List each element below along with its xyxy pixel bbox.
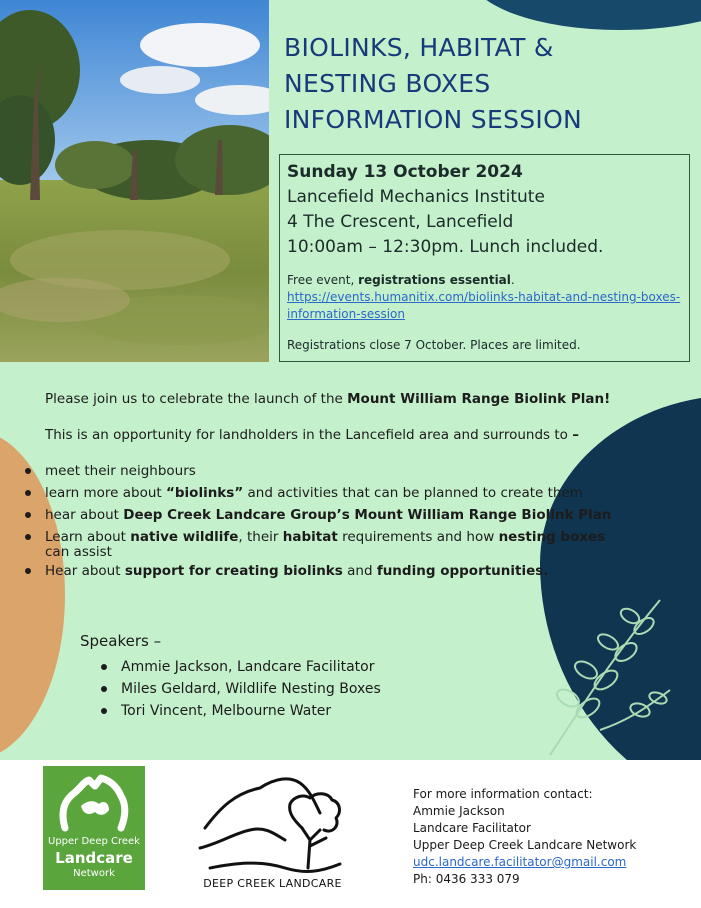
fern-leaf-icon	[540, 590, 680, 760]
speaker-item: Miles Geldard, Wildlife Nesting Boxes	[98, 678, 381, 700]
registrations-essential-text: registrations essential	[358, 273, 511, 287]
list-item-bold: native wildlife	[130, 529, 239, 545]
registration-link-line[interactable]: https://events.humanitix.com/biolinks-habitat-and-nesting-boxes-	[287, 290, 681, 304]
list-item-text: learn more about	[45, 485, 162, 501]
intro-plan-name: Mount William Range Biolink Plan!	[347, 391, 611, 407]
list-item-text: Hear about	[45, 563, 121, 579]
registration-link-line[interactable]: information-session	[287, 307, 406, 321]
free-event-suffix: .	[510, 273, 515, 287]
opportunity-text: This is an opportunity for landholders in the Lancefield area and surrounds to	[45, 427, 568, 443]
contact-email-link[interactable]: udc.landcare.facilitator@gmail.com	[413, 855, 627, 869]
event-date: Sunday 13 October 2024	[287, 162, 523, 182]
deep-creek-landcare-name: DEEP CREEK LANDCARE	[203, 877, 342, 890]
intro-text: Please join us to celebrate the launch of the	[45, 391, 343, 407]
speakers-heading: Speakers –	[80, 632, 162, 650]
registration-link-continued[interactable]	[287, 306, 682, 323]
list-item-bold: habitat	[282, 529, 338, 545]
list-item-text: and	[347, 563, 373, 579]
contact-info	[413, 786, 636, 888]
decorative-blue-shape	[470, 0, 701, 30]
list-item-text: requirements and how	[342, 529, 495, 545]
event-venue: Lancefield Mechanics Institute	[287, 187, 545, 207]
opportunity-dash: –	[572, 427, 579, 443]
activities-list	[22, 460, 672, 582]
landscape-photo	[0, 0, 269, 362]
list-item	[22, 504, 672, 526]
logo-text-line3: Network	[73, 868, 115, 879]
speaker-item: Tori Vincent, Melbourne Water	[98, 700, 381, 722]
list-item-text: meet their neighbours	[45, 463, 196, 479]
contact-organisation: Upper Deep Creek Landcare Network	[413, 838, 637, 852]
contact-heading: For more information contact:	[413, 787, 593, 801]
contact-role: Landcare Facilitator	[413, 821, 531, 835]
contact-name: Ammie Jackson	[413, 804, 505, 818]
event-time: 10:00am – 12:30pm. Lunch included.	[287, 237, 604, 257]
event-address: 4 The Crescent, Lancefield	[287, 212, 514, 232]
list-item-text: and activities that can be planned to create them	[247, 485, 583, 501]
list-item-bold: support for creating biolinks	[124, 563, 343, 579]
speaker-item: Ammie Jackson, Landcare Facilitator	[98, 656, 381, 678]
list-item-bold: nesting boxes	[498, 529, 606, 545]
title-line: NESTING BOXES	[284, 69, 491, 98]
event-details-box	[279, 154, 690, 362]
title-line: BIOLINKS, HABITAT &	[284, 33, 554, 62]
hands-australia-icon	[43, 766, 145, 836]
page-title	[284, 30, 684, 138]
opportunity-paragraph	[45, 426, 685, 444]
list-item-text: Learn about	[45, 529, 126, 545]
list-item	[22, 526, 672, 560]
list-item-bold: “biolinks”	[166, 485, 244, 501]
speakers-list	[98, 656, 381, 722]
list-item-text: , their	[238, 529, 279, 545]
registrations-close-note: Registrations close 7 October. Places are limited.	[287, 338, 581, 352]
logo-text-line1: Upper Deep Creek	[48, 836, 140, 847]
title-line: INFORMATION SESSION	[284, 105, 583, 134]
list-item	[22, 460, 672, 482]
list-item	[22, 560, 672, 582]
intro-paragraph	[45, 390, 685, 408]
registration-link[interactable]	[287, 289, 682, 306]
list-item-bold: funding opportunities.	[376, 563, 549, 579]
contact-phone: Ph: 0436 333 079	[413, 872, 520, 886]
free-event-text: Free event,	[287, 273, 355, 287]
list-item-bold: Deep Creek Landcare Group’s Mount William Range Biolink Plan	[123, 507, 612, 523]
list-item-text: hear about	[45, 507, 119, 523]
list-item	[22, 482, 672, 504]
upper-deep-creek-logo	[43, 766, 145, 890]
logo-text-line2: Landcare	[55, 849, 133, 867]
free-event-note	[287, 272, 682, 289]
list-item-continuation: can assist	[45, 544, 112, 560]
deep-creek-landcare-logo	[190, 768, 360, 893]
